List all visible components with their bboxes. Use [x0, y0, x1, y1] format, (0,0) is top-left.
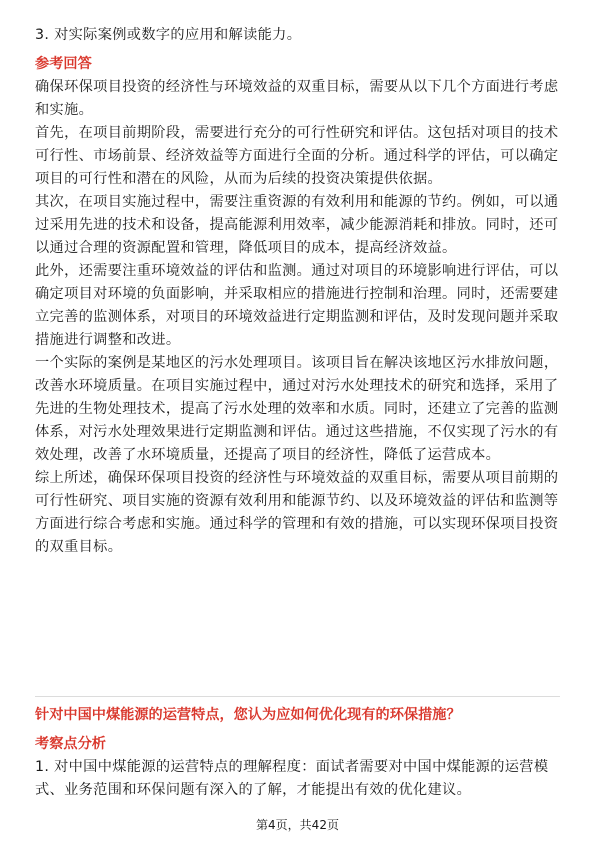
text-line: 改善水环境质量。在项目实施过程中，通过对污水处理技术的研究和选择，采用了: [35, 378, 559, 394]
text-line: 方面进行综合考虑和实施。通过科学的管理和有效的措施，可以实现环保项目投资: [35, 516, 559, 532]
answer-paragraph: [35, 191, 565, 260]
text-line: 的双重目标。: [35, 539, 123, 555]
text-line: 和实施。: [35, 102, 94, 118]
section-divider: [35, 696, 560, 697]
text-line: 先进的生物处理技术，提高了污水处理的效率和水质。同时，还建立了完善的监测: [35, 401, 559, 417]
answer-paragraph: [35, 76, 565, 122]
text-line: 措施进行调整和改进。: [35, 332, 181, 348]
answer-section: [35, 24, 565, 559]
analysis-heading: 考察点分析: [35, 736, 106, 752]
text-line: 效处理，改善了水环境质量，还提高了项目的经济性，降低了运营成本。: [35, 447, 501, 463]
text-line: 确定项目对环境的负面影响，并采取相应的措施进行控制和治理。同时，还需要建: [35, 286, 559, 302]
text-line: 以通过合理的资源配置和管理，降低项目的成本，提高经济效益。: [35, 240, 457, 256]
text-line: 确保环保项目投资的经济性与环境效益的双重目标，需要从以下几个方面进行考虑: [35, 79, 559, 95]
text-line: 项目的可行性和潜在的风险，从而为后续的投资决策提供依据。: [35, 171, 443, 187]
question-section: [35, 704, 565, 802]
answer-paragraph: [35, 260, 565, 352]
text-line: 首先，在项目前期阶段，需要进行充分的可行性研究和评估。这包括对项目的技术: [35, 125, 559, 141]
text-line: 可行性研究、项目实施的资源有效利用和能源节约、以及环境效益的评估和监测等: [35, 493, 559, 509]
text-line: 此外，还需要注重环境效益的评估和监测。通过对项目的环境影响进行评估，可以: [35, 263, 559, 279]
page-number: 第4页，共42页: [256, 818, 339, 832]
text-line: 体系，对污水处理效果进行定期监测和评估。通过这些措施，不仅实现了污水的有: [35, 424, 559, 440]
analysis-item: [35, 756, 565, 802]
text-line: 立完善的监测体系，对项目的环境效益进行定期监测和评估，及时发现问题并采取: [35, 309, 559, 325]
question-heading: 针对中国中煤能源的运营特点，您认为应如何优化现有的环保措施？: [35, 707, 461, 723]
text-line: 一个实际的案例是某地区的污水处理项目。该项目旨在解决该地区污水排放问题，: [35, 355, 559, 371]
criteria-item-3: 3. 对实际案例或数字的应用和解读能力。: [35, 27, 302, 43]
text-line: 综上所述，确保环保项目投资的经济性与环境效益的双重目标，需要从项目前期的: [35, 470, 559, 486]
text-line: 过采用先进的技术和设备，提高能源利用效率，减少能源消耗和排放。同时，还可: [35, 217, 559, 233]
answer-paragraph: [35, 122, 565, 191]
text-line: 1. 对中国中煤能源的运营特点的理解程度：面试者需要对中国中煤能源的运营模: [35, 759, 549, 775]
text-line: 其次，在项目实施过程中，需要注重资源的有效利用和能源的节约。例如，可以通: [35, 194, 559, 210]
answer-paragraph: [35, 352, 565, 467]
answer-heading: 参考回答: [35, 56, 92, 72]
text-line: 可行性、市场前景、经济效益等方面进行全面的分析。通过科学的评估，可以确定: [35, 148, 559, 164]
answer-paragraph: [35, 467, 565, 559]
text-line: 式、业务范围和环保问题有深入的了解，才能提出有效的优化建议。: [35, 782, 472, 798]
